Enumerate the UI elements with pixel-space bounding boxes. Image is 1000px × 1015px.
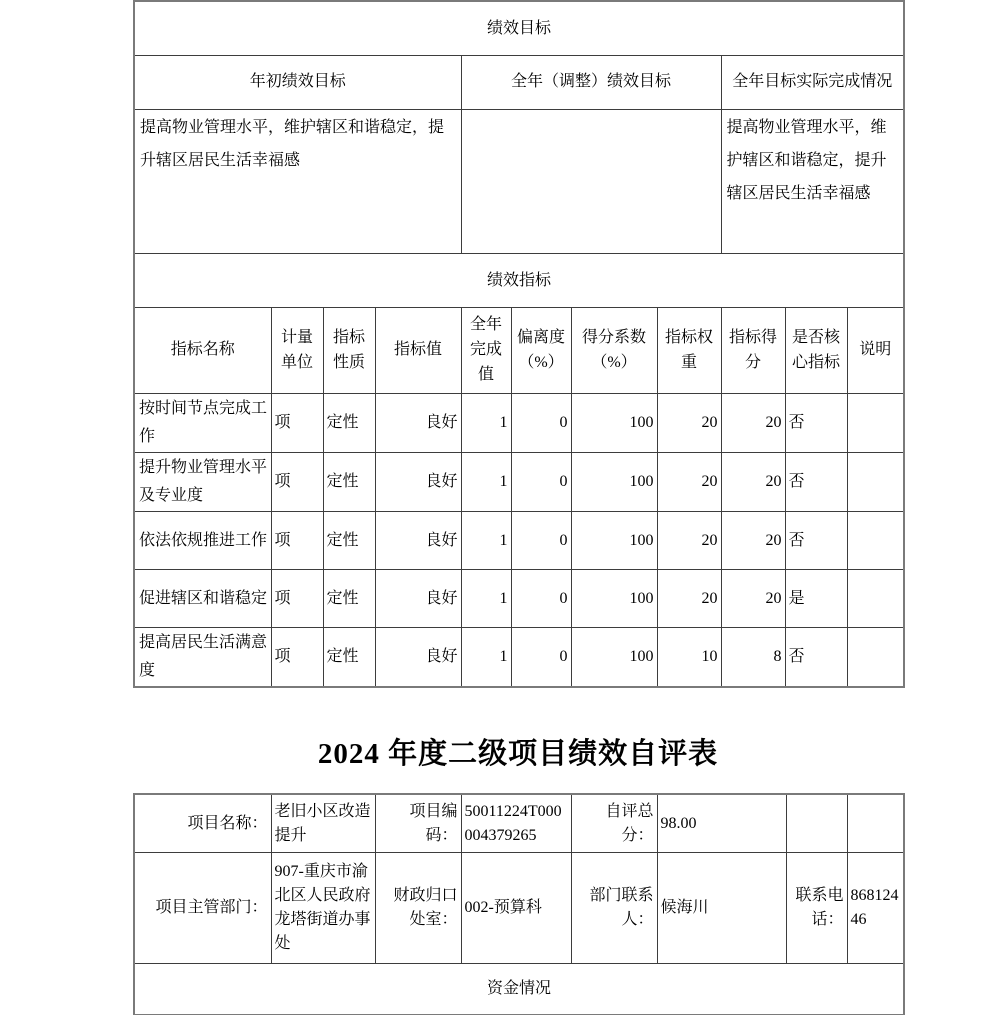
indicator-value: 良好 [375, 512, 461, 570]
indicator-coefficient: 100 [571, 570, 657, 628]
goal-initial-cell: 提高物业管理水平，维护辖区和谐稳定，提升辖区居民生活幸福感 [134, 110, 461, 254]
indicator-coefficient: 100 [571, 512, 657, 570]
indicator-deviation: 0 [511, 512, 571, 570]
indicator-nature: 定性 [323, 628, 375, 688]
indicator-row [134, 628, 904, 688]
self-score-value: 98.00 [657, 794, 786, 853]
indicator-note [847, 570, 904, 628]
page-title: 2024 年度二级项目绩效自评表 [317, 738, 719, 770]
indicator-core: 是 [785, 570, 847, 628]
indicator-nature: 定性 [323, 512, 375, 570]
indicator-score: 20 [721, 570, 785, 628]
indicator-header-nature: 指标性质 [323, 308, 375, 394]
indicator-unit: 项 [271, 512, 323, 570]
indicator-unit: 项 [271, 628, 323, 688]
goal-adjusted-cell [461, 110, 721, 254]
indicator-score: 20 [721, 512, 785, 570]
indicator-nature: 定性 [323, 394, 375, 453]
project-code-value: 50011224T000004379265 [461, 794, 571, 853]
goal-header-adjusted: 全年（调整）绩效目标 [461, 56, 721, 110]
indicator-completion: 1 [461, 570, 511, 628]
indicator-score: 8 [721, 628, 785, 688]
indicator-header-unit: 计量单位 [271, 308, 323, 394]
self-score-label: 自评总分： [571, 794, 657, 853]
indicator-weight: 10 [657, 628, 721, 688]
goal-content-row [134, 110, 904, 254]
indicator-note [847, 628, 904, 688]
goal-section-title: 绩效目标 [134, 1, 904, 56]
indicator-unit: 项 [271, 394, 323, 453]
phone-label: 联系电话： [786, 853, 847, 964]
project-name-value: 老旧小区改造提升 [271, 794, 375, 853]
phone-value: 86812446 [847, 853, 904, 964]
indicator-unit: 项 [271, 570, 323, 628]
finance-office-label: 财政归口处室： [375, 853, 461, 964]
indicator-note [847, 394, 904, 453]
indicator-core: 否 [785, 394, 847, 453]
department-value: 907-重庆市渝北区人民政府龙塔街道办事处 [271, 853, 375, 964]
indicator-row [134, 453, 904, 512]
indicator-banner-row [134, 254, 904, 308]
indicator-section-title: 绩效指标 [134, 254, 904, 308]
indicator-row [134, 512, 904, 570]
indicator-header-deviation: 偏离度（%） [511, 308, 571, 394]
indicator-value: 良好 [375, 453, 461, 512]
indicator-weight: 20 [657, 394, 721, 453]
contact-person-label: 部门联系人： [571, 853, 657, 964]
indicator-header-score: 指标得分 [721, 308, 785, 394]
indicator-weight: 20 [657, 512, 721, 570]
indicator-header-note: 说明 [847, 308, 904, 394]
indicator-header-coefficient: 得分系数（%） [571, 308, 657, 394]
indicator-note [847, 453, 904, 512]
project-info-table [133, 793, 905, 1015]
indicator-coefficient: 100 [571, 628, 657, 688]
indicator-completion: 1 [461, 394, 511, 453]
goal-banner-row [134, 1, 904, 56]
indicator-name: 促进辖区和谐稳定 [134, 570, 271, 628]
indicator-name: 提升物业管理水平及专业度 [134, 453, 271, 512]
indicator-unit: 项 [271, 453, 323, 512]
indicator-header-row [134, 308, 904, 394]
project-row [134, 853, 904, 964]
indicator-score: 20 [721, 453, 785, 512]
empty-cell [847, 794, 904, 853]
indicator-header-value: 指标值 [375, 308, 461, 394]
goal-actual-cell: 提高物业管理水平，维护辖区和谐稳定，提升辖区居民生活幸福感 [721, 110, 904, 254]
indicator-deviation: 0 [511, 570, 571, 628]
indicator-completion: 1 [461, 453, 511, 512]
indicator-header-weight: 指标权重 [657, 308, 721, 394]
empty-cell [786, 794, 847, 853]
indicator-note [847, 512, 904, 570]
goal-header-actual: 全年目标实际完成情况 [721, 56, 904, 110]
indicator-deviation: 0 [511, 628, 571, 688]
indicator-score: 20 [721, 394, 785, 453]
indicator-completion: 1 [461, 628, 511, 688]
indicator-deviation: 0 [511, 394, 571, 453]
indicator-core: 否 [785, 628, 847, 688]
project-code-label: 项目编码： [375, 794, 461, 853]
indicator-completion: 1 [461, 512, 511, 570]
finance-office-value: 002-预算科 [461, 853, 571, 964]
indicator-weight: 20 [657, 570, 721, 628]
indicator-deviation: 0 [511, 453, 571, 512]
indicator-nature: 定性 [323, 453, 375, 512]
goal-header-initial: 年初绩效目标 [134, 56, 461, 110]
indicator-row [134, 394, 904, 453]
indicator-value: 良好 [375, 628, 461, 688]
department-label: 项目主管部门： [134, 853, 271, 964]
indicator-header-completion: 全年完成值 [461, 308, 511, 394]
project-name-label: 项目名称： [134, 794, 271, 853]
indicator-value: 良好 [375, 570, 461, 628]
indicator-weight: 20 [657, 453, 721, 512]
indicator-header-core: 是否核心指标 [785, 308, 847, 394]
indicator-header-name: 指标名称 [134, 308, 271, 394]
indicator-core: 否 [785, 512, 847, 570]
goal-header-row [134, 56, 904, 110]
indicator-coefficient: 100 [571, 394, 657, 453]
performance-goal-indicator-table [133, 0, 905, 688]
indicator-nature: 定性 [323, 570, 375, 628]
contact-person-value: 候海川 [657, 853, 786, 964]
funding-banner-row [134, 964, 904, 1015]
indicator-core: 否 [785, 453, 847, 512]
indicator-name: 提高居民生活满意度 [134, 628, 271, 688]
indicator-row [134, 570, 904, 628]
indicator-coefficient: 100 [571, 453, 657, 512]
project-row [134, 794, 904, 853]
indicator-name: 依法依规推进工作 [134, 512, 271, 570]
indicator-name: 按时间节点完成工作 [134, 394, 271, 453]
funding-section-title: 资金情况 [134, 964, 904, 1015]
indicator-value: 良好 [375, 394, 461, 453]
